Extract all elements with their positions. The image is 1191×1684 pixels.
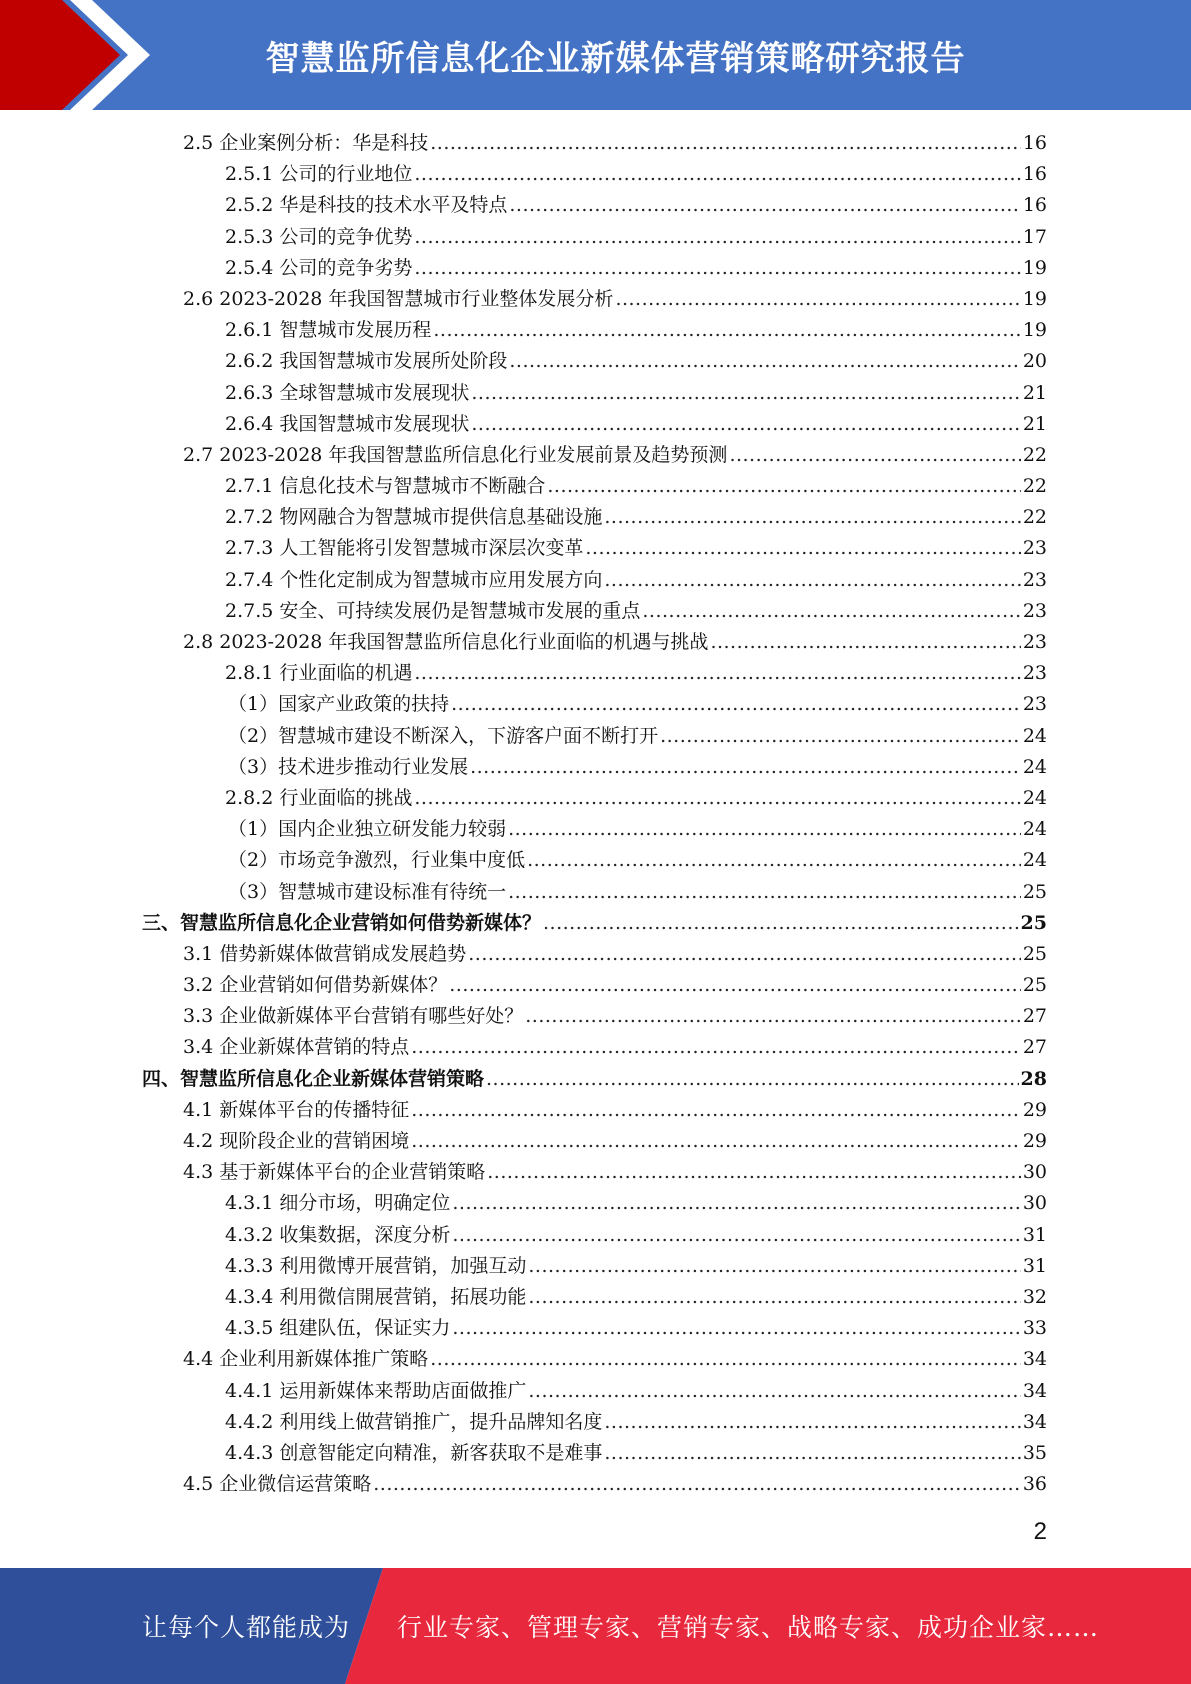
toc-entry-label: 4.3.4 利用微信開展营销，拓展功能 <box>225 1285 527 1308</box>
toc-leader-dots <box>615 284 1020 315</box>
toc-entry[interactable] <box>0 658 1191 689</box>
toc-entry-label: （1）国家产业政策的扶持 <box>228 693 450 716</box>
toc-entry-label: 2.7.4 个性化定制成为智慧城市应用发展方向 <box>225 568 603 591</box>
toc-entry[interactable] <box>0 627 1191 658</box>
toc-entry[interactable] <box>0 378 1191 409</box>
toc-leader-dots <box>508 814 1021 845</box>
toc-entry-page: 19 <box>1022 319 1047 342</box>
toc-entry-page: 28 <box>1020 1067 1047 1090</box>
toc-entry-label: 4.4.3 创意智能定向精准，新客获取不是难事 <box>225 1441 603 1464</box>
toc-entry[interactable] <box>0 939 1191 970</box>
toc-entry-label: 4.5 企业微信运营策略 <box>183 1473 372 1496</box>
toc-leader-dots <box>373 1469 1021 1500</box>
footer-band <box>0 1568 1191 1684</box>
toc-leader-dots <box>414 253 1020 284</box>
toc-entry-label: 3.1 借势新媒体做营销成发展趋势 <box>183 942 467 965</box>
toc-leader-dots <box>414 159 1020 190</box>
toc-entry-page: 19 <box>1022 256 1047 279</box>
toc-entry[interactable] <box>0 1064 1191 1095</box>
toc-entry[interactable] <box>0 190 1191 221</box>
footer-slogan-left: 让每个人都能成为 <box>142 1613 351 1642</box>
toc-leader-dots <box>414 658 1020 689</box>
toc-entry-label: 4.4.2 利用线上做营销推广，提升品牌知名度 <box>225 1410 603 1433</box>
toc-leader-dots <box>547 471 1020 502</box>
toc-entry[interactable] <box>0 533 1191 564</box>
toc-leader-dots <box>509 346 1020 377</box>
toc-entry-label: 2.5.4 公司的竞争劣势 <box>225 256 413 279</box>
toc-entry-page: 36 <box>1022 1473 1047 1496</box>
page-number: 2 <box>1033 1518 1047 1545</box>
toc-entry-label: 2.6 2023-2028 年我国智慧城市行业整体发展分析 <box>183 287 614 310</box>
toc-entry-label: 2.8.1 行业面临的机遇 <box>225 662 413 685</box>
toc-leader-dots <box>449 970 1021 1001</box>
toc-entry[interactable] <box>0 1313 1191 1344</box>
toc-entry[interactable] <box>0 1469 1191 1500</box>
toc-entry-label: 3.3 企业做新媒体平台营销有哪些好处？ <box>183 1005 524 1028</box>
toc-leader-dots <box>471 378 1020 409</box>
toc-entry[interactable] <box>0 315 1191 346</box>
toc-entry[interactable] <box>0 970 1191 1001</box>
toc-entry[interactable] <box>0 752 1191 783</box>
toc-entry[interactable] <box>0 1282 1191 1313</box>
toc-entry-label: 2.7.5 安全、可持续发展仍是智慧城市发展的重点 <box>225 599 641 622</box>
toc-leader-dots <box>411 1126 1021 1157</box>
toc-entry[interactable] <box>0 814 1191 845</box>
toc-leader-dots <box>433 315 1020 346</box>
toc-entry-page: 23 <box>1022 537 1047 560</box>
toc-entry-page: 32 <box>1022 1285 1047 1308</box>
toc-entry-label: 2.7.3 人工智能将引发智慧城市深层次变革 <box>225 537 584 560</box>
toc-entry-label: 三、智慧监所信息化企业营销如何借势新媒体？ <box>142 911 542 934</box>
toc-entry-label: 4.4 企业利用新媒体推广策略 <box>183 1348 429 1371</box>
toc-entry[interactable] <box>0 222 1191 253</box>
toc-entry-label: 2.6.4 我国智慧城市发展现状 <box>225 412 470 435</box>
toc-entry[interactable] <box>0 1407 1191 1438</box>
toc-entry-page: 22 <box>1022 475 1047 498</box>
toc-entry-page: 22 <box>1022 506 1047 529</box>
toc-entry-page: 23 <box>1022 568 1047 591</box>
toc-leader-dots <box>710 627 1020 658</box>
toc-entry-page: 24 <box>1022 849 1047 872</box>
toc-entry[interactable] <box>0 783 1191 814</box>
toc-leader-dots <box>642 596 1020 627</box>
toc-leader-dots <box>452 1188 1020 1219</box>
toc-leader-dots <box>486 1064 1019 1095</box>
toc-entry[interactable] <box>0 1438 1191 1469</box>
toc-leader-dots <box>604 502 1020 533</box>
toc-entry[interactable] <box>0 1344 1191 1375</box>
toc-entry-label: 4.3.1 细分市场，明确定位 <box>225 1192 451 1215</box>
toc-entry[interactable] <box>0 253 1191 284</box>
toc-entry-label: 4.2 现阶段企业的营销困境 <box>183 1130 410 1152</box>
toc-entry-page: 29 <box>1022 1130 1047 1152</box>
header-chevron-icon <box>0 0 160 110</box>
toc-entry[interactable] <box>0 346 1191 377</box>
toc-entry-page: 17 <box>1022 225 1047 248</box>
toc-leader-dots <box>451 689 1021 720</box>
toc-entry-page: 31 <box>1022 1254 1047 1277</box>
toc-entry-label: 2.5.3 公司的竞争优势 <box>225 225 413 248</box>
toc-entry-page: 30 <box>1022 1192 1047 1215</box>
toc-entry[interactable] <box>0 596 1191 627</box>
table-of-contents <box>0 128 1191 1500</box>
toc-leader-dots <box>509 190 1020 221</box>
toc-leader-dots <box>528 1251 1020 1282</box>
toc-entry-label: 4.1 新媒体平台的传播特征 <box>183 1098 410 1121</box>
toc-entry[interactable] <box>0 1251 1191 1282</box>
toc-entry-page: 25 <box>1022 880 1047 903</box>
toc-entry-label: 4.4.1 运用新媒体来帮助店面做推广 <box>225 1379 527 1402</box>
toc-leader-dots <box>470 752 1021 783</box>
toc-entry-page: 21 <box>1022 412 1047 435</box>
toc-entry-label: 2.5.2 华是科技的技术水平及特点 <box>225 194 508 217</box>
toc-entry-page: 31 <box>1022 1223 1047 1246</box>
toc-entry-page: 20 <box>1022 350 1047 373</box>
toc-entry-page: 19 <box>1022 287 1047 310</box>
toc-leader-dots <box>604 565 1020 596</box>
toc-entry-label: 四、智慧监所信息化企业新媒体营销策略 <box>142 1067 485 1090</box>
toc-entry-page: 16 <box>1022 132 1047 154</box>
toc-entry-label: 4.3.2 收集数据，深度分析 <box>225 1223 451 1246</box>
toc-entry-page: 35 <box>1022 1441 1047 1464</box>
toc-entry-label: 2.6.2 我国智慧城市发展所处阶段 <box>225 350 508 373</box>
toc-leader-dots <box>414 222 1020 253</box>
toc-leader-dots <box>660 721 1021 752</box>
toc-entry[interactable] <box>0 1001 1191 1032</box>
toc-entry[interactable] <box>0 721 1191 752</box>
toc-entry[interactable] <box>0 908 1191 939</box>
toc-entry-label: 2.6.1 智慧城市发展历程 <box>225 319 432 342</box>
toc-entry-label: 2.7.1 信息化技术与智慧城市不断融合 <box>225 475 546 498</box>
toc-entry-page: 34 <box>1022 1348 1047 1371</box>
toc-leader-dots <box>487 1157 1021 1188</box>
toc-leader-dots <box>452 1313 1020 1344</box>
toc-leader-dots <box>525 1001 1021 1032</box>
toc-entry[interactable] <box>0 1220 1191 1251</box>
toc-leader-dots <box>543 908 1019 939</box>
toc-entry-page: 23 <box>1022 662 1047 685</box>
toc-entry-page: 24 <box>1022 724 1047 747</box>
toc-entry[interactable] <box>0 565 1191 596</box>
toc-entry-page: 34 <box>1022 1379 1047 1402</box>
toc-entry-page: 24 <box>1022 755 1047 778</box>
toc-entry-label: 3.2 企业营销如何借势新媒体？ <box>183 974 448 997</box>
toc-leader-dots <box>585 533 1020 564</box>
toc-entry-label: 2.8.2 行业面临的挑战 <box>225 786 413 809</box>
toc-entry[interactable] <box>0 1126 1191 1157</box>
toc-entry-label: 2.7.2 物网融合为智慧城市提供信息基础设施 <box>225 506 603 529</box>
toc-leader-dots <box>729 440 1020 471</box>
toc-entry[interactable] <box>0 1188 1191 1219</box>
toc-leader-dots <box>430 128 1021 159</box>
toc-entry-page: 25 <box>1022 942 1047 965</box>
toc-entry-page: 16 <box>1022 163 1047 186</box>
toc-entry-label: 4.3.5 组建队伍，保证实力 <box>225 1317 451 1340</box>
toc-leader-dots <box>604 1407 1020 1438</box>
toc-leader-dots <box>411 1032 1021 1063</box>
toc-entry-label: （3）智慧城市建设标准有待统一 <box>228 880 507 903</box>
toc-entry[interactable] <box>0 502 1191 533</box>
toc-entry-page: 29 <box>1022 1098 1047 1121</box>
toc-leader-dots <box>430 1344 1021 1375</box>
toc-entry-label: （3）技术进步推动行业发展 <box>228 755 469 778</box>
toc-entry-page: 16 <box>1022 194 1047 217</box>
toc-entry[interactable] <box>0 409 1191 440</box>
toc-leader-dots <box>452 1220 1020 1251</box>
toc-entry-page: 25 <box>1020 911 1047 934</box>
toc-entry-page: 21 <box>1022 381 1047 404</box>
report-title: 智慧监所信息化企业新媒体营销策略研究报告 <box>265 38 966 79</box>
toc-entry[interactable] <box>0 845 1191 876</box>
toc-entry-page: 30 <box>1022 1161 1047 1184</box>
toc-entry[interactable] <box>0 471 1191 502</box>
toc-entry-page: 24 <box>1022 786 1047 809</box>
toc-entry-page: 34 <box>1022 1410 1047 1433</box>
toc-entry-label: 2.8 2023-2028 年我国智慧监所信息化行业面临的机遇与挑战 <box>183 631 709 653</box>
toc-entry-label: 2.5 企业案例分析：华是科技 <box>183 132 429 154</box>
toc-entry[interactable] <box>0 689 1191 720</box>
toc-entry-label: 4.3 基于新媒体平台的企业营销策略 <box>183 1161 486 1184</box>
toc-entry[interactable] <box>0 159 1191 190</box>
toc-leader-dots <box>471 409 1020 440</box>
footer-slogan-right: 行业专家、管理专家、营销专家、战略专家、成功企业家…… <box>397 1613 1100 1642</box>
toc-entry[interactable] <box>0 1157 1191 1188</box>
toc-leader-dots <box>527 845 1021 876</box>
toc-entry-page: 23 <box>1022 693 1047 716</box>
toc-entry-page: 33 <box>1022 1317 1047 1340</box>
toc-entry-page: 27 <box>1022 1036 1047 1059</box>
toc-entry-page: 24 <box>1022 818 1047 841</box>
toc-entry[interactable] <box>0 440 1191 471</box>
toc-entry-page: 23 <box>1022 599 1047 622</box>
toc-entry-label: 4.3.3 利用微博开展营销，加强互动 <box>225 1254 527 1277</box>
toc-entry-page: 23 <box>1022 631 1047 653</box>
toc-entry-label: （1）国内企业独立研发能力较弱 <box>228 818 507 841</box>
toc-leader-dots <box>604 1438 1020 1469</box>
toc-entry-label: 2.5.1 公司的行业地位 <box>225 163 413 186</box>
toc-leader-dots <box>528 1376 1020 1407</box>
toc-leader-dots <box>528 1282 1020 1313</box>
toc-leader-dots <box>414 783 1020 814</box>
toc-entry-label: 2.7 2023-2028 年我国智慧监所信息化行业发展前景及趋势预测 <box>183 443 728 466</box>
toc-leader-dots <box>468 939 1021 970</box>
toc-entry-label: （2）智慧城市建设不断深入，下游客户面不断打开 <box>228 724 659 747</box>
toc-entry-label: 3.4 企业新媒体营销的特点 <box>183 1036 410 1059</box>
toc-entry[interactable] <box>0 284 1191 315</box>
toc-leader-dots <box>508 877 1021 908</box>
toc-entry[interactable] <box>0 1032 1191 1063</box>
toc-entry[interactable] <box>0 877 1191 908</box>
toc-entry[interactable] <box>0 1095 1191 1126</box>
toc-entry-label: （2）市场竞争激烈，行业集中度低 <box>228 849 526 872</box>
toc-entry[interactable] <box>0 128 1191 159</box>
toc-entry-page: 25 <box>1022 974 1047 997</box>
toc-entry-page: 27 <box>1022 1005 1047 1028</box>
header-band <box>0 0 1191 110</box>
toc-entry-page: 22 <box>1022 443 1047 466</box>
toc-leader-dots <box>411 1095 1021 1126</box>
toc-entry[interactable] <box>0 1376 1191 1407</box>
toc-entry-label: 2.6.3 全球智慧城市发展现状 <box>225 381 470 404</box>
